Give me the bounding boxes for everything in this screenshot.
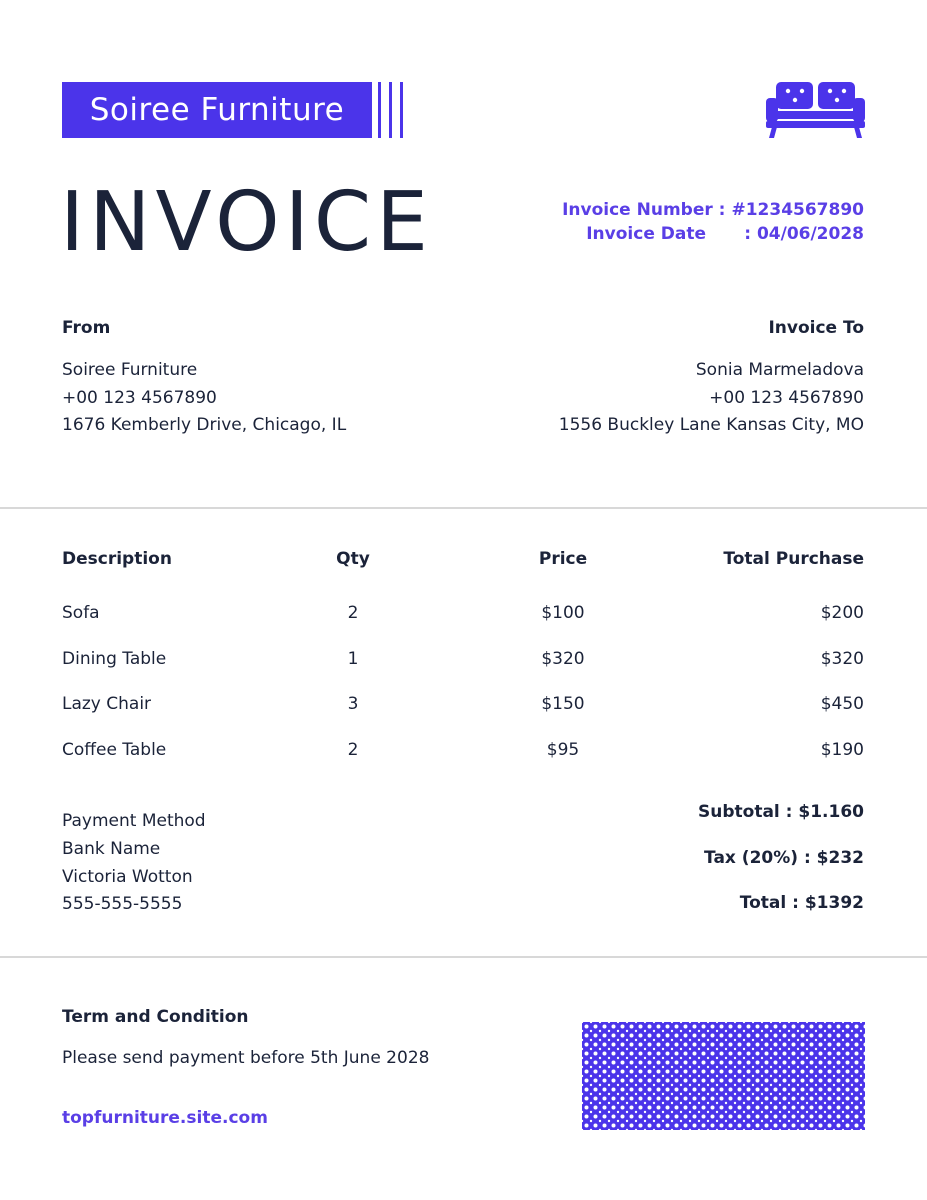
item-price: $100: [541, 603, 585, 623]
tax: Tax (20%) : $232: [704, 848, 864, 868]
item-total: $190: [820, 740, 864, 760]
item-total: $200: [820, 603, 864, 623]
invoice-number-value: #1234567890: [731, 200, 864, 220]
brand-stripes: [378, 82, 403, 138]
from-name: Soiree Furniture: [62, 360, 198, 380]
terms-title: Term and Condition: [62, 1007, 249, 1027]
website-link[interactable]: topfurniture.site.com: [62, 1108, 268, 1128]
from-address: 1676 Kemberly Drive, Chicago, IL: [62, 415, 347, 435]
item-price: $95: [546, 740, 580, 760]
invoice-date-row: [562, 224, 864, 244]
stripe: [378, 82, 381, 138]
from-address-block: [62, 357, 346, 440]
item-qty: 3: [347, 694, 359, 714]
to-phone: +00 123 4567890: [709, 387, 864, 408]
item-price: $150: [541, 694, 585, 714]
terms-text: Please send payment before 5th June 2028: [62, 1048, 430, 1068]
brand-logo-box: Soiree Furniture: [62, 82, 372, 138]
invoice-date-value: : 04/06/2028: [744, 224, 864, 244]
subtotal: Subtotal : $1.160: [698, 802, 864, 822]
stripe: [389, 82, 392, 138]
grand-total: Total : $1392: [739, 893, 864, 913]
to-name: Sonia Marmeladova: [695, 360, 864, 380]
sofa-icon: [766, 82, 865, 138]
to-address: 1556 Buckley Lane Kansas City, MO: [558, 415, 864, 435]
invoice-number-row: [562, 200, 864, 220]
item-qty: 2: [347, 603, 359, 623]
divider: [0, 507, 927, 509]
account-name: Victoria Wotton: [62, 866, 193, 887]
item-qty: 2: [347, 740, 359, 760]
invoice-to-address-block: [559, 357, 864, 440]
account-phone: 555-555-5555: [62, 894, 183, 915]
column-header-total: Total Purchase: [723, 549, 864, 569]
payment-method-label: Payment Method: [62, 811, 206, 831]
from-label: From: [62, 318, 111, 338]
bank-name: Bank Name: [62, 838, 161, 859]
column-header-qty: Qty: [336, 549, 370, 569]
column-header-description: Description: [62, 549, 172, 569]
item-total: $320: [820, 649, 864, 669]
invoice-number-label: Invoice Number :: [562, 200, 726, 220]
invoice-to-label: Invoice To: [768, 318, 864, 338]
item-price: $320: [541, 649, 585, 669]
divider: [0, 956, 927, 958]
item-qty: 1: [347, 649, 359, 669]
dot-pattern-icon: [582, 1022, 865, 1130]
item-description: Lazy Chair: [62, 694, 152, 714]
item-description: Dining Table: [62, 649, 167, 669]
from-phone: +00 123 4567890: [62, 387, 217, 408]
invoice-meta: [562, 200, 864, 244]
item-description: Coffee Table: [62, 740, 167, 760]
page-title: INVOICE: [60, 175, 433, 270]
item-description: Sofa: [62, 603, 100, 623]
item-total: $450: [820, 694, 864, 714]
payment-method-block: [62, 808, 206, 919]
column-header-price: Price: [538, 549, 588, 569]
invoice-date-label: Invoice Date: [586, 224, 707, 244]
stripe: [400, 82, 403, 138]
